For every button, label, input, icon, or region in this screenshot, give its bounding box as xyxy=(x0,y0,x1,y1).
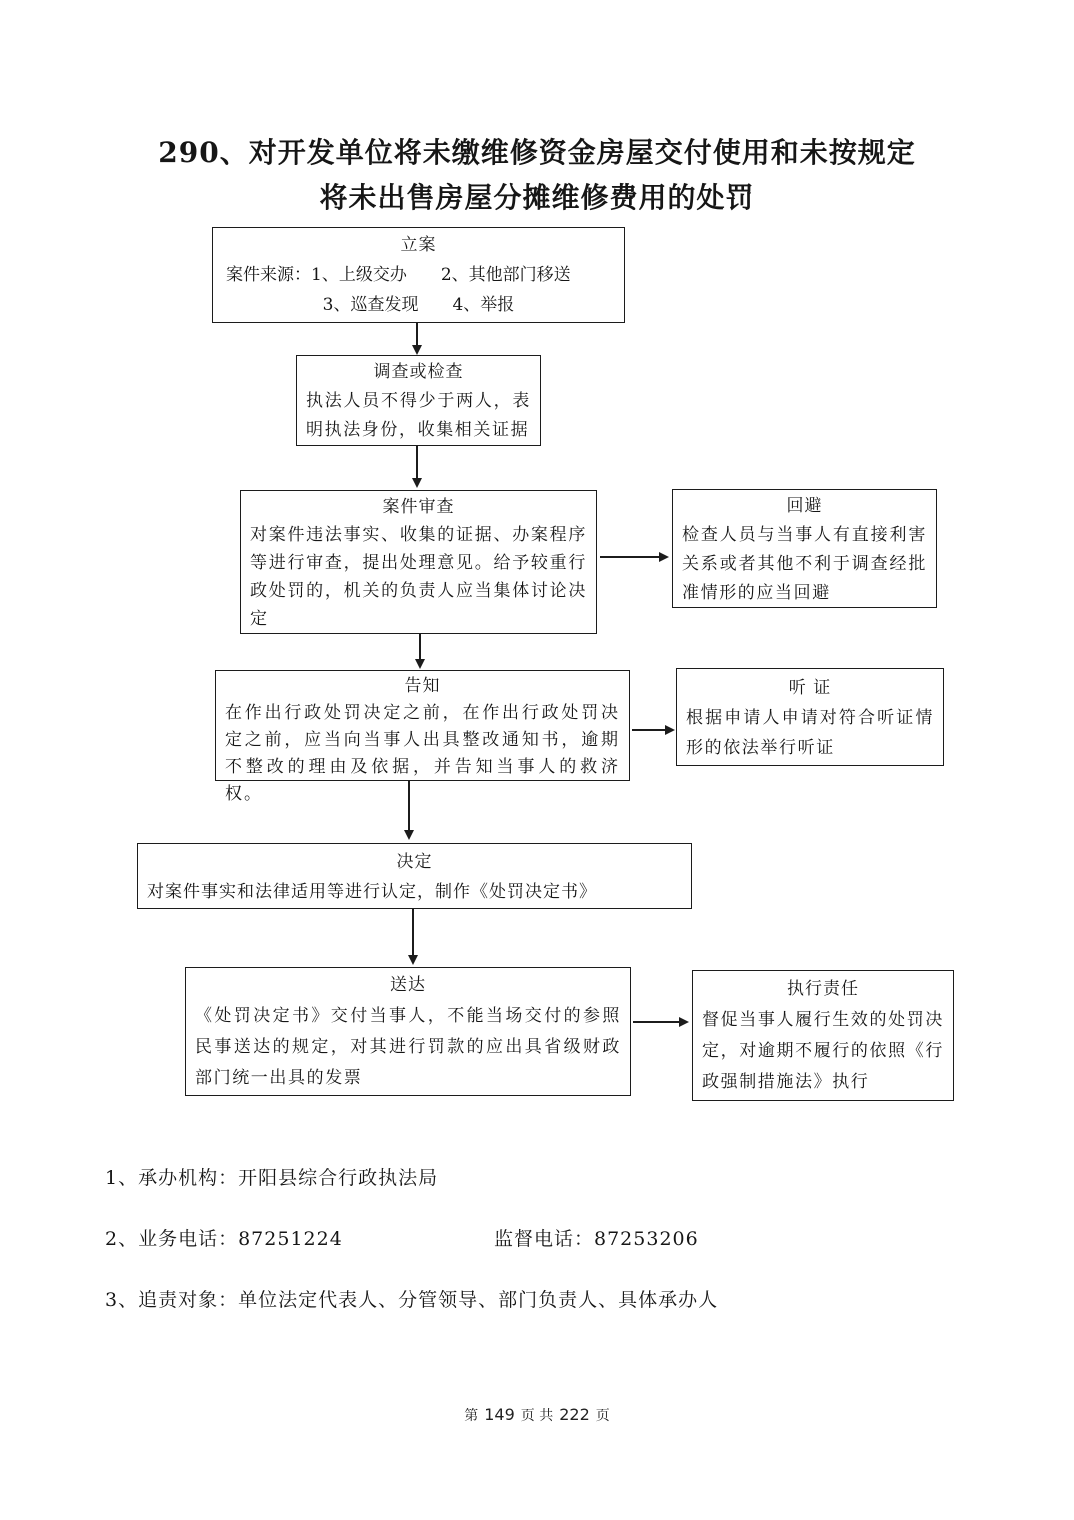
page-title-line2: 将未出售房屋分摊维修费用的处罚 xyxy=(319,181,755,214)
arrow-review-to-recusal xyxy=(600,556,660,558)
arrow-decision-to-delivery xyxy=(412,909,414,956)
footer-total-pages: 222 xyxy=(559,1405,590,1424)
arrowhead-right-icon xyxy=(659,552,669,562)
flow-box-recusal-body: 检查人员与当事人有直接利害关系或者其他不利于调查经批准情形的应当回避 xyxy=(682,525,927,603)
flow-box-case-filing-sources-2: 3、巡查发现 4、举报 xyxy=(322,295,515,315)
flow-box-case-filing xyxy=(212,227,625,323)
flow-box-case-filing-sources-1: 案件来源：1、上级交办 2、其他部门移送 xyxy=(226,265,571,285)
note-supervision-phone: 监督电话：87253206 xyxy=(494,1228,699,1250)
note-business-phone: 2、业务电话：87251224 xyxy=(105,1228,343,1250)
flow-box-case-review xyxy=(240,490,597,634)
arrowhead-down-icon xyxy=(412,478,422,488)
flow-box-hearing xyxy=(676,668,944,766)
arrow-delivery-to-enforcement xyxy=(633,1021,680,1023)
flow-box-delivery xyxy=(185,967,631,1096)
flow-box-decision xyxy=(137,843,692,909)
flow-box-investigation-title: 调查或检查 xyxy=(373,362,464,382)
arrowhead-right-icon xyxy=(679,1017,689,1027)
flow-box-hearing-title: 听 证 xyxy=(788,678,832,698)
flow-box-recusal xyxy=(672,489,937,608)
arrowhead-down-icon xyxy=(408,955,418,965)
footer-page-number: 149 xyxy=(484,1405,515,1424)
flow-box-enforcement-title: 执行责任 xyxy=(787,979,859,999)
page-title xyxy=(0,130,1074,220)
arrowhead-right-icon xyxy=(665,725,675,735)
flow-box-case-filing-title: 立案 xyxy=(400,235,437,255)
note-agency: 1、承办机构：开阳县综合行政执法局 xyxy=(105,1167,439,1189)
flow-box-recusal-title: 回避 xyxy=(786,496,823,516)
note-accountability-targets: 3、追责对象：单位法定代表人、分管领导、部门负责人、具体承办人 xyxy=(105,1289,719,1311)
flow-box-delivery-title: 送达 xyxy=(390,975,426,995)
flow-box-notification xyxy=(215,670,630,804)
flow-box-notification-body: 在作出行政处罚决定之前，在作出行政处罚决定之前，应当向当事人出具整改通知书，逾期不整改的理由及依据，并告知当事人的救济权。 xyxy=(225,703,620,804)
flow-box-investigation xyxy=(296,355,541,446)
flow-box-decision-title: 决定 xyxy=(396,852,433,872)
footer-prefix: 第 xyxy=(464,1408,479,1424)
arrow-filing-to-investigation xyxy=(416,323,418,346)
flow-box-enforcement xyxy=(692,970,954,1101)
arrow-investigation-to-review xyxy=(416,446,418,479)
page-footer xyxy=(0,1405,1074,1425)
arrowhead-down-icon xyxy=(412,345,422,355)
footer-middle: 页 共 xyxy=(520,1408,554,1424)
flow-box-enforcement-body: 督促当事人履行生效的处罚决定，对逾期不履行的依照《行政强制措施法》执行 xyxy=(702,1010,944,1092)
flow-box-case-review-title: 案件审查 xyxy=(382,497,455,517)
flow-box-hearing-body: 根据申请人申请对符合听证情形的依法举行听证 xyxy=(686,708,934,758)
flow-box-investigation-body: 执法人员不得少于两人，表明执法身份，收集相关证据 xyxy=(306,391,531,440)
page-title-line1: 290、对开发单位将未缴维修资金房屋交付使用和未按规定 xyxy=(158,136,916,169)
arrow-notification-to-hearing xyxy=(632,729,666,731)
arrow-notification-to-decision xyxy=(408,781,410,831)
footer-suffix: 页 xyxy=(595,1408,610,1424)
flow-box-notification-title: 告知 xyxy=(404,676,441,696)
flow-box-decision-body: 对案件事实和法律适用等进行认定，制作《处罚决定书》 xyxy=(147,882,597,902)
flow-box-delivery-body: 《处罚决定书》交付当事人，不能当场交付的参照民事送达的规定，对其进行罚款的应出具省级财政部门统一出具的发票 xyxy=(195,1006,621,1088)
arrowhead-down-icon xyxy=(404,830,414,840)
arrow-review-to-notification xyxy=(419,634,421,660)
flow-box-case-review-body: 对案件违法事实、收集的证据、办案程序等进行审查，提出处理意见。给予较重行政处罚的，机关的负责人应当集体讨论决定 xyxy=(250,525,587,629)
arrowhead-down-icon xyxy=(415,659,425,669)
